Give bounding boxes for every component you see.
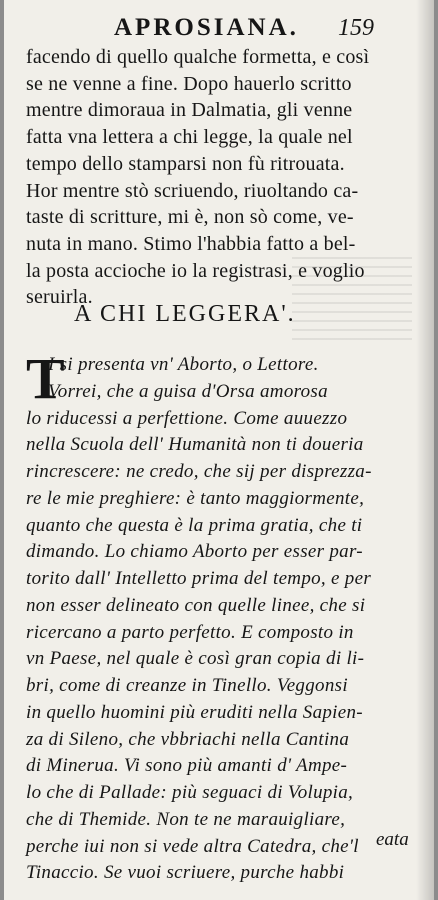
text-line: re le mie preghiere: è tanto maggiormente, <box>26 487 365 509</box>
text-line: quanto che questa è la prima gratia, che ti <box>26 514 363 536</box>
text-line: rincrescere: ne credo, che sij per disprezza- <box>26 461 372 482</box>
section-heading: A CHI LEGGERA'. <box>74 301 296 327</box>
page-gutter-shadow <box>416 0 434 900</box>
text-line: ricercano a parto perfetto. E composto in <box>26 621 354 643</box>
text-line: Hor mentre stò scriuendo, riuoltando ca- <box>26 179 359 202</box>
text-line: za di Sileno, che vbbriachi nella Cantina <box>26 728 350 750</box>
book-page <box>4 0 434 900</box>
text-line: I si presenta vn' Aborto, o Lettore. <box>48 354 319 375</box>
text-line: Tinaccio. Se vuoi scriuere, purche habbi <box>26 862 345 884</box>
text-line: lo che di Pallade: più seguaci di Volupia, <box>26 782 354 803</box>
text-line: se ne venne a fine. Dopo hauerlo scritto <box>26 72 352 95</box>
page-header <box>4 14 434 44</box>
running-title: APROSIANA. <box>114 14 299 41</box>
text-line: fatta vna lettera a chi legge, la quale nel <box>26 126 353 149</box>
text-line: mentre dimoraua in Dalmatia, gli venne <box>26 99 353 122</box>
text-line: torito dall' Intelletto prima del tempo, e per <box>26 568 372 589</box>
text-line: la posta accioche io la registrasi, e voglio <box>26 259 365 282</box>
text-line: taste di scritture, mi è, non sò come, ve- <box>26 206 354 229</box>
text-line: perche iui non si vede altra Catedra, che'l <box>26 835 359 857</box>
text-line: in quello huomini più eruditi nella Sapien- <box>26 701 363 723</box>
drop-cap: T <box>26 346 65 411</box>
text-line: facendo di quello qualche formetta, e così <box>26 46 370 68</box>
letter-body <box>26 346 408 887</box>
intro-paragraph <box>26 44 406 311</box>
text-line: non esser delineato con quelle linee, che si <box>26 594 366 616</box>
text-line: di Minerua. Vi sono più amanti d' Ampe- <box>26 755 348 777</box>
text-line: tempo dello stamparsi non fù ritrouata. <box>26 152 345 175</box>
text-line: nella Scuola dell' Humanità non ti doueria <box>26 434 364 456</box>
text-line: bri, come di creanze in Tinello. Veggonsi <box>26 675 348 696</box>
catchword: eata <box>376 829 409 850</box>
text-line: Vorrei, che a guisa d'Orsa amorosa <box>48 380 328 402</box>
text-line: lo riducessi a perfettione. Come auuezzo <box>26 407 348 429</box>
page-number: 159 <box>338 15 374 41</box>
text-line: seruirla. <box>26 286 93 309</box>
text-line: che di Themide. Non te ne marauigliare, <box>26 808 346 830</box>
text-line: nuta in mano. Stimo l'habbia fatto a bel- <box>26 232 356 255</box>
text-line: dimando. Lo chiamo Aborto per esser par- <box>26 541 363 563</box>
text-line: vn Paese, nel quale è così gran copia di li- <box>26 648 365 670</box>
